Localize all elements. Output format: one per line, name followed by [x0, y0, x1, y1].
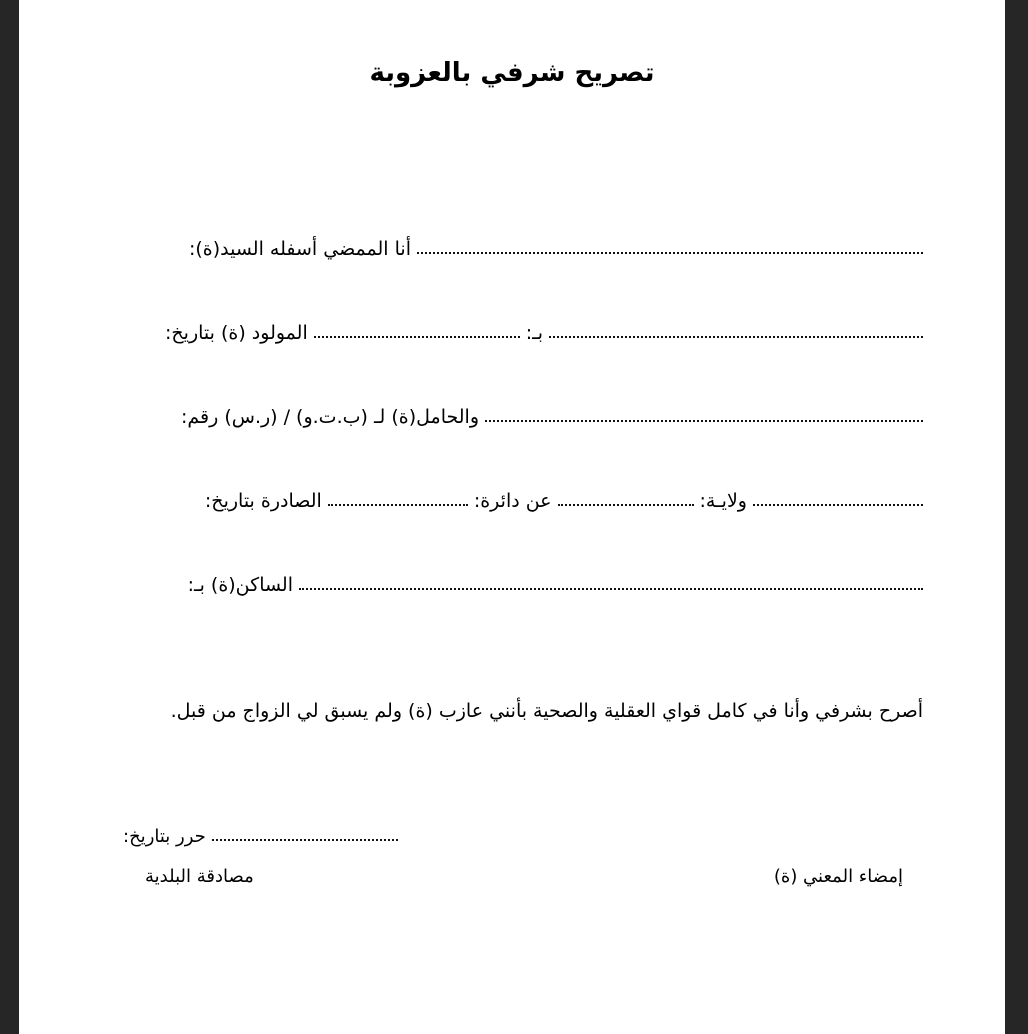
- residence-blank[interactable]: [299, 588, 923, 590]
- field-birth: [165, 322, 923, 344]
- field-label-birth-date: المولود (ة) بتاريخ:: [165, 322, 308, 344]
- field-label-issue-date: الصادرة بتاريخ:: [204, 490, 322, 512]
- municipality-certification-label: مصادقة البلدية: [145, 866, 254, 887]
- document-title: تصريح شرفي بالعزوبة: [369, 58, 655, 88]
- document-page: [19, 0, 1005, 1034]
- field-label-wilaya: ولايـة:: [699, 490, 747, 512]
- declaration-text: أصرح بشرفي وأنا في كامل قواي العقلية والصحية بأنني عازب (ة) ولم يسبق لي الزواج من قبل.: [170, 700, 923, 722]
- field-issue: [205, 490, 923, 512]
- wilaya-blank[interactable]: [753, 504, 923, 506]
- signed-on-blank[interactable]: [212, 839, 398, 841]
- birth-date-blank[interactable]: [314, 336, 520, 338]
- full-name-blank[interactable]: [417, 252, 923, 254]
- field-label-daira: عن دائرة:: [473, 490, 552, 512]
- field-full-name: [189, 238, 923, 260]
- signature-label: إمضاء المعني (ة): [773, 866, 903, 887]
- signed-on-date: [123, 826, 398, 847]
- issue-date-blank[interactable]: [328, 504, 468, 506]
- daira-blank[interactable]: [558, 504, 694, 506]
- id-number-blank[interactable]: [485, 420, 923, 422]
- field-label-full-name: أنا الممضي أسفله السيد(ة):: [188, 238, 411, 260]
- field-label-birth-place: بـ:: [525, 322, 543, 344]
- field-residence: [188, 574, 923, 596]
- field-label-id-number: والحامل(ة) لـ (ب.ت.و) / (ر.س) رقم:: [181, 406, 479, 428]
- field-id-number: [181, 406, 923, 428]
- birth-place-blank[interactable]: [549, 336, 923, 338]
- signed-on-label: حرر بتاريخ:: [123, 826, 206, 847]
- field-label-residence: الساكن(ة) بـ:: [187, 574, 293, 596]
